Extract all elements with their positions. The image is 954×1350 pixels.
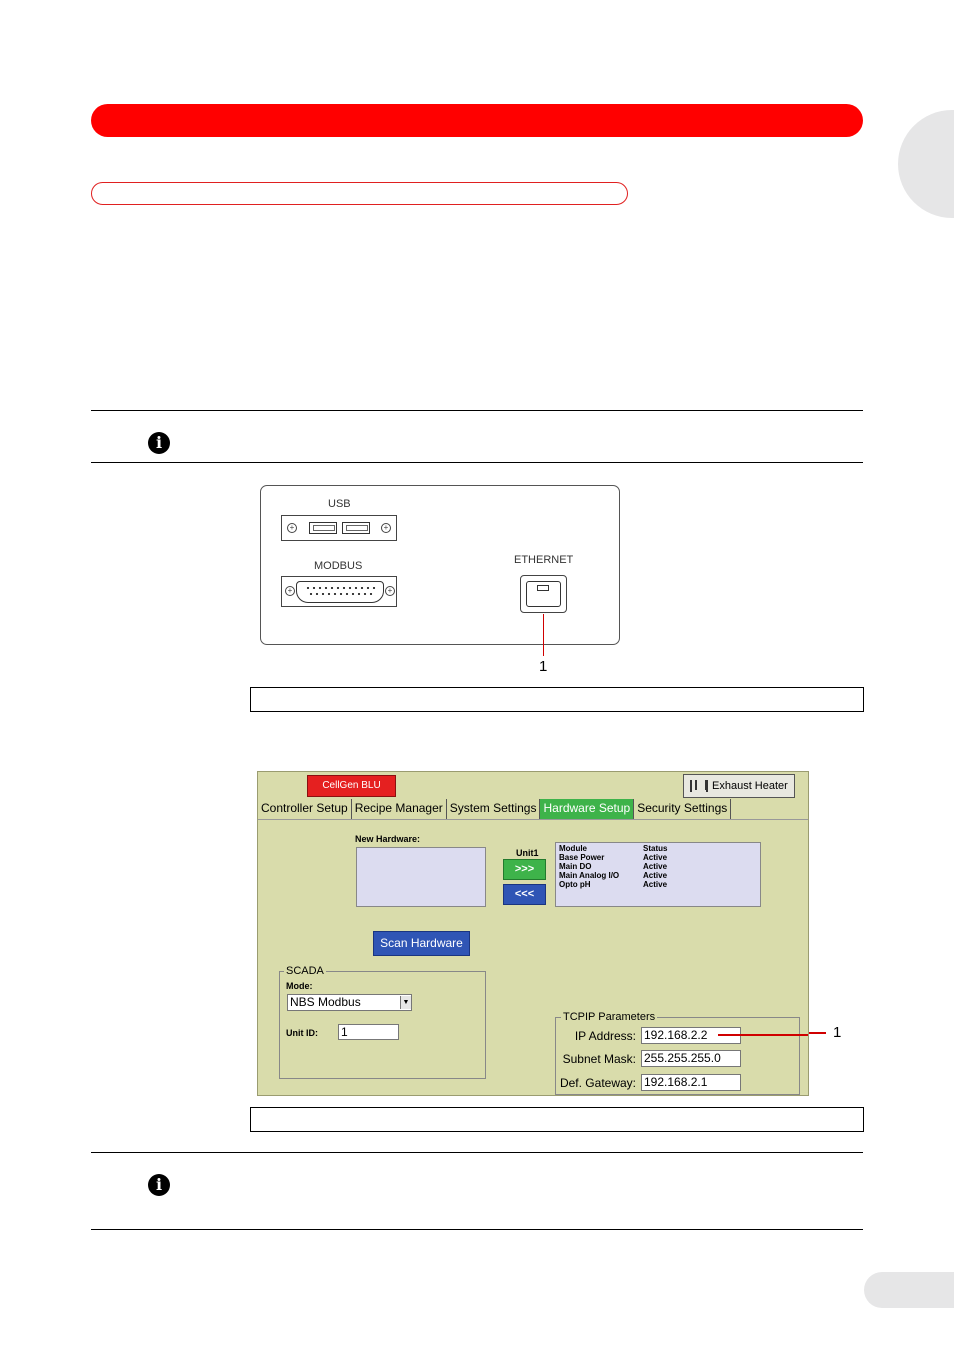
usb-label: USB <box>328 498 351 510</box>
usb-port-icon <box>342 522 370 534</box>
module-status-list[interactable] <box>555 842 761 907</box>
module-name: Main Analog I/O <box>559 871 620 880</box>
add-module-button[interactable]: >>> <box>503 859 546 880</box>
usb-port-icon <box>309 522 337 534</box>
usb-port-block <box>281 515 397 541</box>
tab-system-settings[interactable]: System Settings <box>447 799 541 819</box>
screw-icon: + <box>381 523 391 533</box>
tab-bar <box>258 799 731 819</box>
hardware-setup-screen <box>257 771 809 1096</box>
chevron-down-icon[interactable]: ▼ <box>400 996 411 1009</box>
info-icon: i <box>148 432 170 454</box>
callout-line <box>543 614 544 656</box>
module-name: Base Power <box>559 853 605 862</box>
exhaust-heater-label: Exhaust Heater <box>712 780 788 792</box>
subnet-mask-label: Subnet Mask: <box>562 1052 636 1066</box>
unit-id-label: Unit ID: <box>286 1028 318 1038</box>
modbus-label: MODBUS <box>314 560 363 572</box>
hardware-setup-body <box>258 819 809 1096</box>
module-name: Opto pH <box>559 880 591 889</box>
subnet-mask-input[interactable]: 255.255.255.0 <box>641 1050 741 1067</box>
module-row <box>559 880 757 889</box>
tcpip-title: TCPIP Parameters <box>563 1011 656 1023</box>
scan-hardware-button[interactable]: Scan Hardware <box>373 931 470 956</box>
screw-icon: + <box>287 523 297 533</box>
tab-recipe-manager[interactable]: Recipe Manager <box>352 799 447 819</box>
status-column-header: Status <box>643 844 668 853</box>
module-status: Active <box>643 862 668 871</box>
module-status: Active <box>643 880 668 889</box>
screw-icon: + <box>285 586 295 596</box>
dsub-connector-icon <box>296 581 384 603</box>
exhaust-heater-button[interactable] <box>683 774 795 798</box>
tab-hardware-setup[interactable]: Hardware Setup <box>540 799 634 819</box>
note-rule-top <box>91 410 863 411</box>
info-icon: i <box>148 1174 170 1196</box>
ethernet-label: ETHERNET <box>514 554 574 566</box>
callout-number: 1 <box>833 1024 842 1041</box>
remove-module-button[interactable]: <<< <box>503 884 546 905</box>
module-header <box>559 844 757 853</box>
ethernet-port-icon <box>520 575 567 613</box>
note-rule-top <box>91 1152 863 1153</box>
module-status: Active <box>643 871 668 880</box>
note-rule-bottom <box>91 462 863 463</box>
gateway-input[interactable]: 192.168.2.1 <box>641 1074 741 1091</box>
tab-controller-setup[interactable]: Controller Setup <box>258 799 352 819</box>
note-rule-bottom <box>91 1229 863 1230</box>
module-status: Active <box>643 853 668 862</box>
module-row <box>559 853 757 862</box>
unit-id-input[interactable]: 1 <box>338 1024 399 1040</box>
gateway-label: Def. Gateway: <box>559 1076 636 1090</box>
module-row <box>559 862 757 871</box>
new-hardware-list[interactable] <box>356 847 486 907</box>
scada-title: SCADA <box>286 965 324 977</box>
figure-caption-box <box>250 1107 864 1132</box>
page-number-pill <box>864 1272 954 1308</box>
callout-line <box>718 1034 809 1036</box>
figure-caption-box <box>250 687 864 712</box>
new-hardware-label: New Hardware: <box>355 834 421 844</box>
ip-address-label: IP Address: <box>574 1029 636 1043</box>
chapter-header-bar <box>91 104 863 137</box>
section-header-bar <box>91 182 628 205</box>
callout-number: 1 <box>539 658 548 675</box>
module-column-header: Module <box>559 844 587 853</box>
screw-icon: + <box>385 586 395 596</box>
heater-icon <box>690 780 708 792</box>
chapter-side-tab <box>898 110 954 218</box>
callout-line-extension <box>809 1032 826 1034</box>
cellgen-button[interactable]: CellGen BLU <box>307 775 396 797</box>
module-row <box>559 871 757 880</box>
ip-address-input[interactable]: 192.168.2.2 <box>641 1027 741 1044</box>
mode-select-value: NBS Modbus <box>290 995 361 1009</box>
unit-label: Unit1 <box>516 848 539 858</box>
modbus-port-block <box>281 576 397 607</box>
mode-select[interactable] <box>287 994 412 1011</box>
tab-security-settings[interactable]: Security Settings <box>634 799 731 819</box>
mode-label: Mode: <box>286 981 313 991</box>
module-name: Main DO <box>559 862 592 871</box>
